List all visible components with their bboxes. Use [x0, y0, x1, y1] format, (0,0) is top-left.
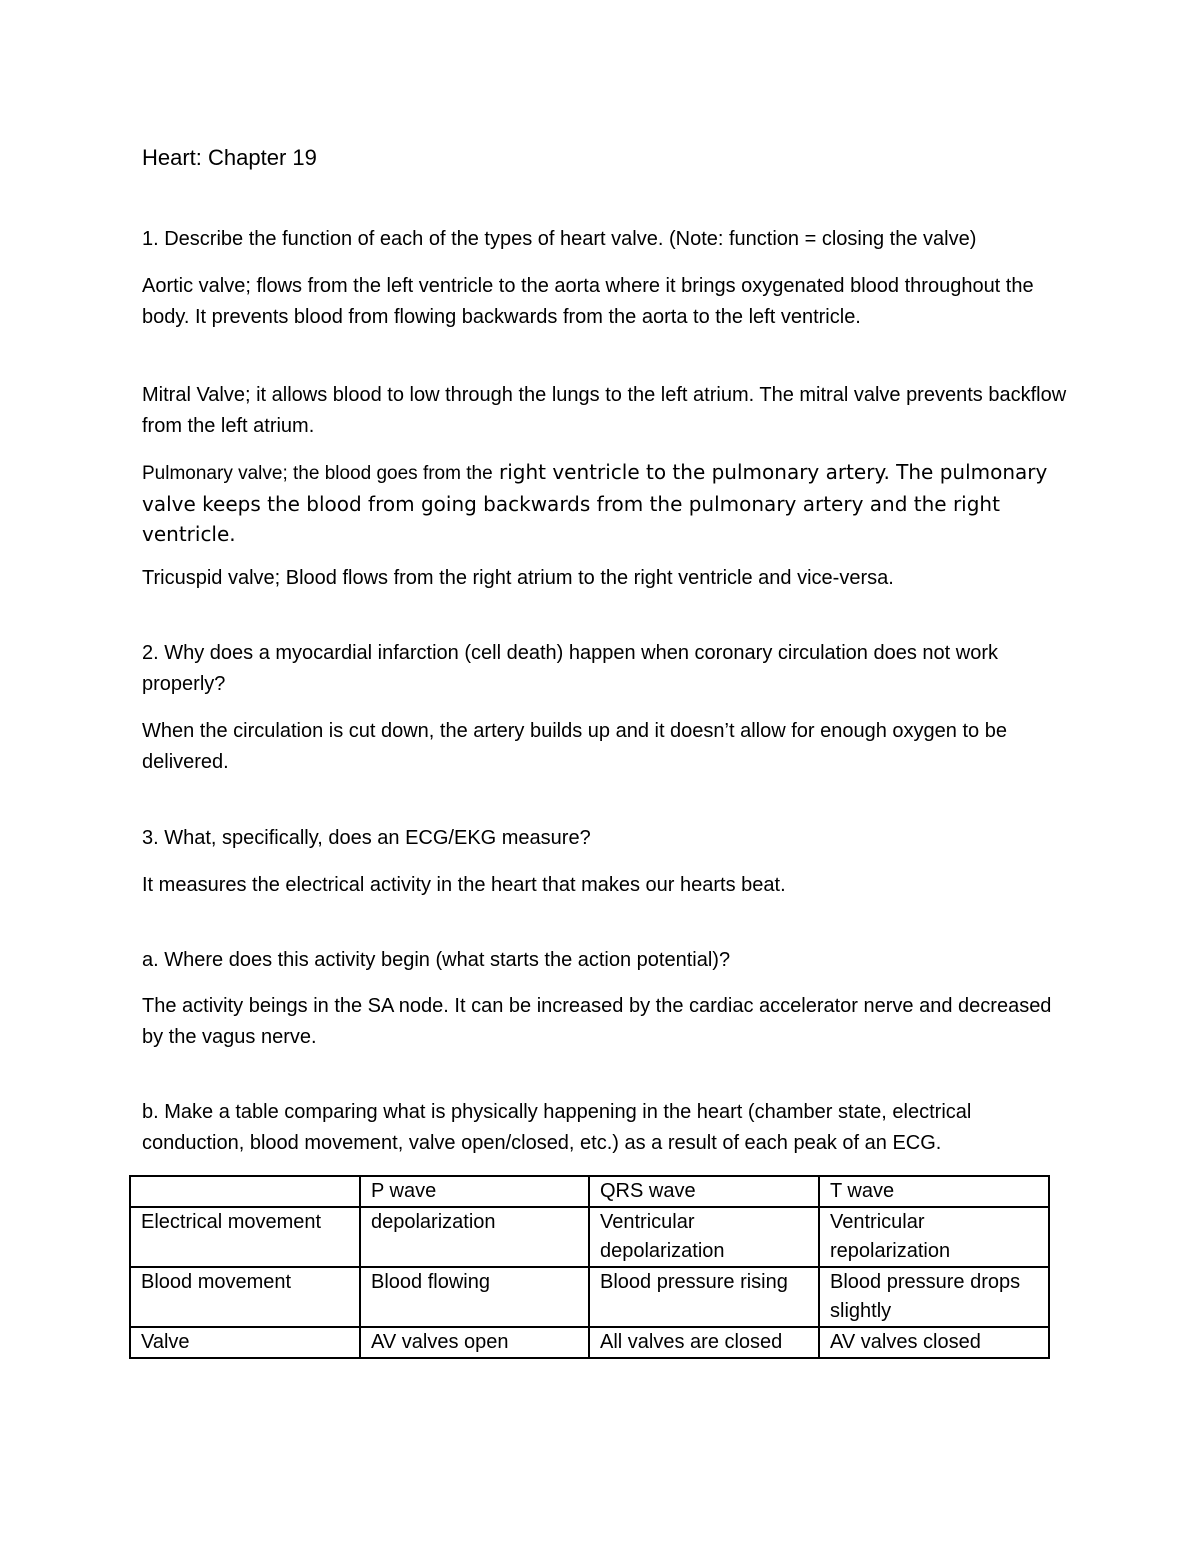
table-header-cell [130, 1176, 360, 1207]
question-3b: b. Make a table comparing what is physically happening in the heart (chamber state, electrical conduction, blood movement, valve open/closed, etc.) as a result of each peak of an ECG. [142, 1101, 972, 1154]
table-row [130, 1327, 1049, 1358]
question-1: 1. Describe the function of each of the types of heart valve. (Note: function = closing the valve) [142, 228, 977, 250]
table-cell: Blood pressure drops slightly [819, 1267, 1049, 1327]
table-row [130, 1267, 1049, 1327]
answer-mitral-valve: Mitral Valve; it allows blood to low through the lungs to the left atrium. The mitral valve prevents backflow from the left atrium. [142, 384, 1067, 437]
table-cell: Ventricular depolarization [589, 1207, 819, 1267]
table-cell: AV valves closed [819, 1327, 1049, 1358]
table-cell: Blood pressure rising [589, 1267, 819, 1327]
table-header-cell: P wave [360, 1176, 589, 1207]
question-3: 3. What, specifically, does an ECG/EKG measure? [142, 827, 591, 849]
answer-3a: The activity beings in the SA node. It can be increased by the cardiac accelerator nerve and decreased by the vagus nerve. [142, 995, 1052, 1048]
table-cell: Ventricular repolarization [819, 1207, 1049, 1267]
ecg-comparison-table [129, 1175, 1050, 1359]
answer-3: It measures the electrical activity in the heart that makes our hearts beat. [142, 874, 786, 896]
table-cell: Blood movement [130, 1267, 360, 1327]
pulmonary-lead-text: Pulmonary valve; the blood goes from the [142, 463, 493, 484]
answer-2: When the circulation is cut down, the artery builds up and it doesn’t allow for enough oxygen to be delivered. [142, 720, 1007, 773]
page-title: Heart: Chapter 19 [142, 145, 317, 170]
pulmonary-rest-text: right ventricle to the pulmonary artery. The pulmonary valve keeps the blood from going backwards from the pulmonary artery and the right ventricle. [142, 460, 1048, 546]
answer-aortic-valve: Aortic valve; flows from the left ventricle to the aorta where it brings oxygenated blood throughout the body. It prevents blood from flowing backwards from the aorta to the left ventricle. [142, 275, 1034, 328]
table-cell: Valve [130, 1327, 360, 1358]
table-header-cell: QRS wave [589, 1176, 819, 1207]
table-row [130, 1207, 1049, 1267]
table-header-cell: T wave [819, 1176, 1049, 1207]
table-header-row [130, 1176, 1049, 1207]
table-cell: depolarization [360, 1207, 589, 1267]
question-3a: a. Where does this activity begin (what starts the action potential)? [142, 949, 731, 971]
table-cell: Blood flowing [360, 1267, 589, 1327]
table-cell: All valves are closed [589, 1327, 819, 1358]
question-2: 2. Why does a myocardial infarction (cell death) happen when coronary circulation does not work properly? [142, 642, 998, 695]
table-cell: AV valves open [360, 1327, 589, 1358]
answer-pulmonary-valve [142, 457, 1077, 549]
table-cell: Electrical movement [130, 1207, 360, 1267]
answer-tricuspid-valve: Tricuspid valve; Blood flows from the right atrium to the right ventricle and vice-versa. [142, 567, 894, 589]
